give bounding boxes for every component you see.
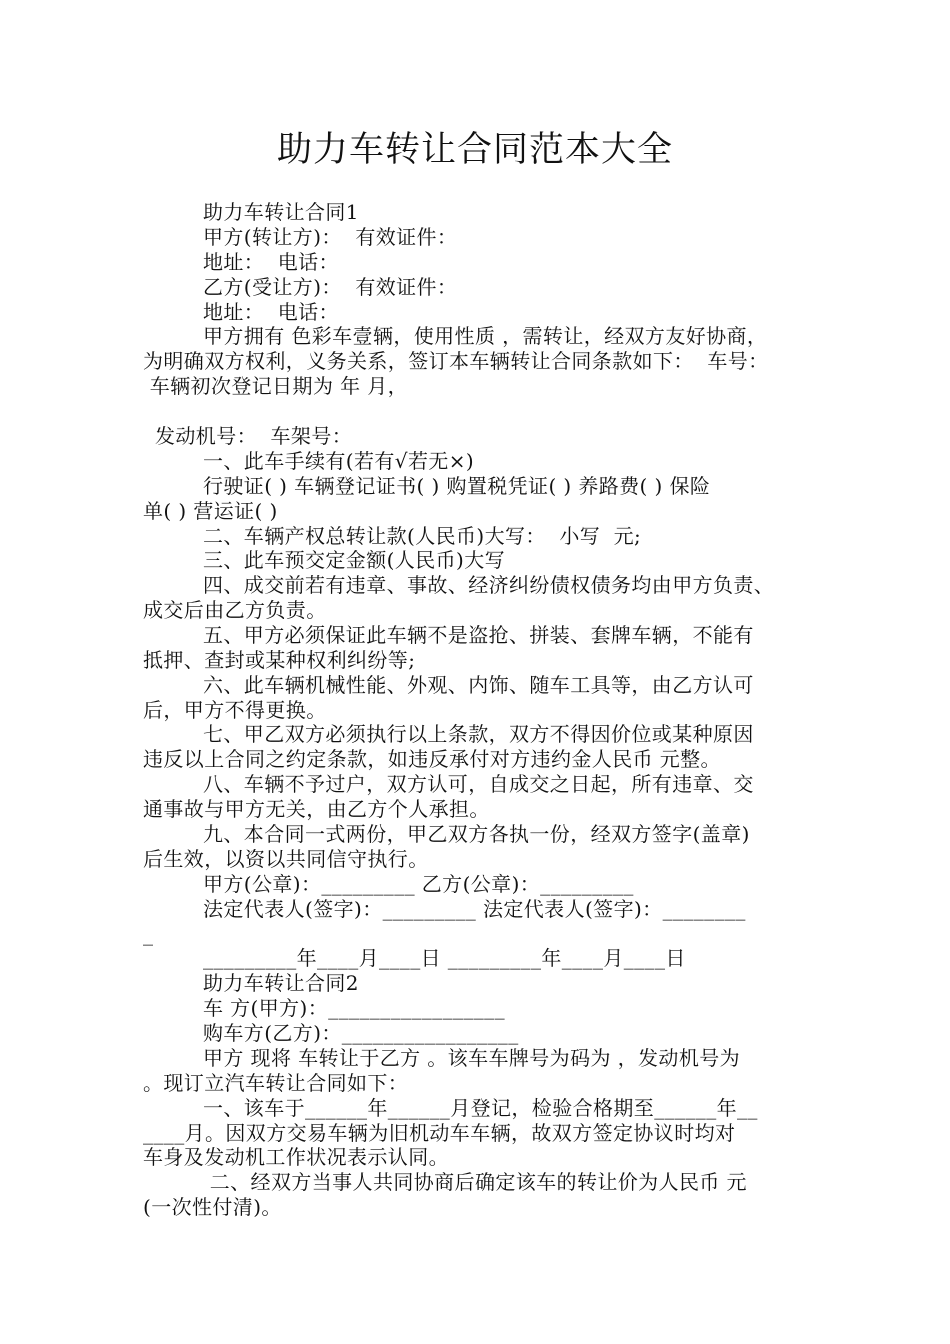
party-line: 购车方(乙方)：_________________ [203,1021,519,1045]
text-line: 甲方(转让方)： 有效证件： [203,225,458,249]
text-line: 通事故与甲方无关，由乙方个人承担。 [143,797,490,821]
text-line: 地址： 电话： [203,250,339,274]
document-title: 助力车转让合同范本大全 [276,130,673,170]
text-line: 车辆初次登记日期为 年 月， [143,374,409,398]
text-line: (一次性付清)。 [143,1195,282,1219]
text-line: 后，甲方不得更换。 [143,698,327,722]
clause-line: 三、此车预交定金额(人民币)大写 [203,548,506,572]
text-line: 抵押、查封或某种权利纠纷等; [143,648,416,672]
text-line: 车身及发动机工作状况表示认同。 [143,1145,449,1169]
clause-line: 五、甲方必须保证此车辆不是盗抢、拼装、套牌车辆，不能有 [203,623,754,647]
text-line: 为明确双方权利，义务关系，签订本车辆转让合同条款如下： 车号： [143,349,769,373]
text-line: 成交后由乙方负责。 [143,598,327,622]
signature-line: 法定代表人(签字)：_________ 法定代表人(签字)：________ [203,897,746,921]
text-line: 后生效，以资以共同信守执行。 [143,847,429,871]
clause-line: 四、成交前若有违章、事故、经济纠纷债权债务均由甲方负责、 [203,573,775,597]
text-line: ____月。因双方交易车辆为旧机动车车辆，故双方签定协议时均对 [143,1121,736,1145]
clause-line: 七、甲乙双方必须执行以上条款，双方不得因价位或某种原因 [203,722,754,746]
text-line: 发动机号： 车架号： [155,424,353,448]
text-line: 行驶证( ) 车辆登记证书( ) 购置税凭证( ) 养路费( ) 保险 [203,474,711,498]
date-line: _________年____月____日 _________年____月____日 [203,946,686,970]
text-line: 。现订立汽车转让合同如下： [143,1071,409,1095]
text-line: 地址： 电话： [203,300,339,324]
party-line: 车 方(甲方)：_________________ [203,996,505,1020]
clause-line: 一、该车于______年______月登记，检验合格期至______年__ [203,1096,758,1120]
text-line: 乙方(受让方)： 有效证件： [203,275,458,299]
text-line: 甲方拥有 色彩车壹辆，使用性质 ，需转让，经双方友好协商， [203,324,768,348]
text-line: _ [143,922,154,946]
text-line: 甲方 现将 车转让于乙方 。该车车牌号为码为 ，发动机号为 [203,1046,741,1070]
contract-heading: 助力车转让合同2 [203,971,359,995]
clause-line: 二、车辆产权总转让款(人民币)大写： 小写 元; [203,524,642,548]
text-line: 违反以上合同之约定条款，如违反承付对方违约金人民币 元整。 [143,747,721,771]
clause-line: 八、车辆不予过户，双方认可，自成交之日起，所有违章、交 [203,772,754,796]
clause-heading: 一、此车手续有(若有√若无×) [203,449,475,473]
contract-heading: 助力车转让合同1 [203,200,359,224]
text-line: 单( ) 营运证( ) [143,499,278,523]
clause-line: 二、经双方当事人共同协商后确定该车的转让价为人民币 元 [203,1170,747,1194]
clause-line: 九、本合同一式两份，甲乙双方各执一份，经双方签字(盖章) [203,822,750,846]
signature-line: 甲方(公章)：_________ 乙方(公章)：_________ [203,872,634,896]
clause-line: 六、此车辆机械性能、外观、内饰、随车工具等，由乙方认可 [203,673,754,697]
